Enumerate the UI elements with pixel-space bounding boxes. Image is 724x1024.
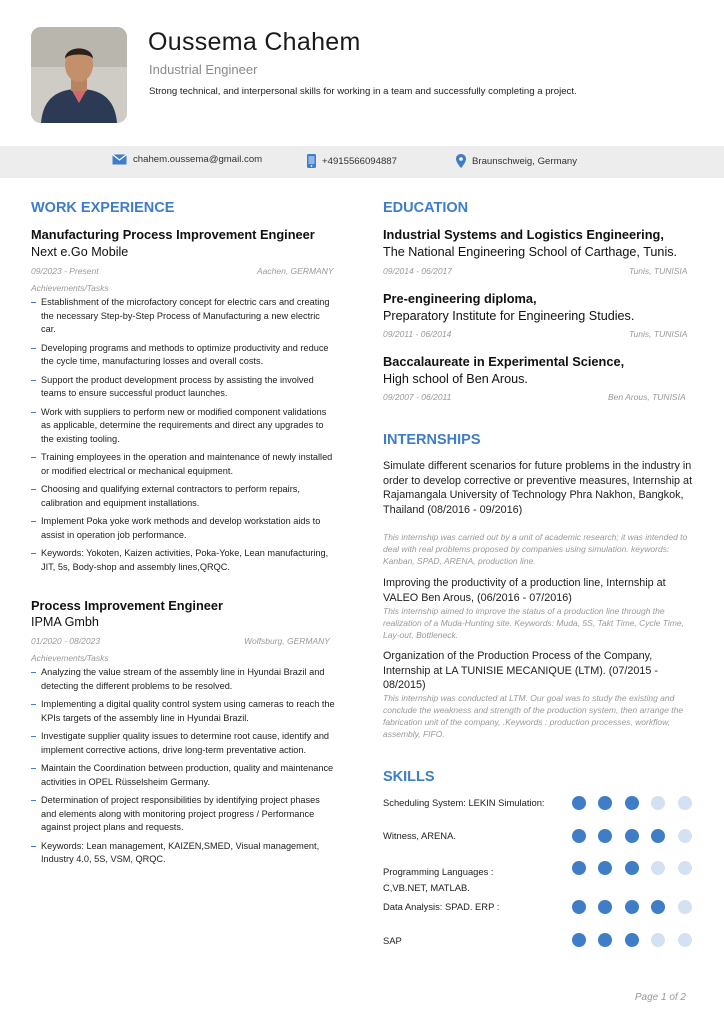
job-company: IPMA Gmbh [31, 615, 99, 629]
skill-dot-empty [678, 933, 692, 947]
skill-dot-filled [598, 900, 612, 914]
email-text: chahem.oussema@gmail.com [133, 154, 263, 165]
skill-dot-empty [678, 796, 692, 810]
education-location: Tunis, TUNISIA [629, 329, 688, 339]
list-item: Analyzing the value stream of the assembly line in Hyundai Brazil and detecting the different problems to be resolved. [31, 666, 336, 693]
skill-dot-filled [572, 861, 586, 875]
skill-name: Witness, ARENA. [383, 830, 456, 841]
list-item: Support the product development process by assisting the involved teams to ensure successful product launches. [31, 374, 336, 401]
contact-location [456, 154, 577, 168]
job-title-headline: Industrial Engineer [149, 62, 258, 77]
education-dates: 09/2007 - 06/2011 [383, 392, 452, 402]
education-school: High school of Ben Arous. [383, 372, 528, 386]
phone-text: +4915566094887 [322, 155, 397, 167]
list-item: Investigate supplier quality issues to determine root cause, identify and implement corrective actions, drive long-term preventative action. [31, 730, 336, 757]
job-company: Next e.Go Mobile [31, 245, 129, 259]
profile-photo [31, 27, 127, 123]
candidate-name: Oussema Chahem [148, 28, 361, 56]
skill-dot-filled [572, 796, 586, 810]
envelope-icon [112, 154, 127, 165]
skill-dot-filled [625, 900, 639, 914]
skill-dot-filled [598, 933, 612, 947]
list-item: Establishment of the microfactory concept for electric cars and creating the necessary Step-by-Step Process of Manufacturing a new electric car. [31, 296, 336, 337]
skill-dot-filled [625, 861, 639, 875]
contact-phone[interactable] [307, 154, 397, 168]
job-task-list [31, 296, 336, 579]
internships-heading: INTERNSHIPS [383, 432, 481, 448]
education-heading: EDUCATION [383, 200, 469, 216]
internship-description: This internship was carried out by a unit of academic research; it was intended to deal with real problems proposed by companies using simulation. keywords: Kanban, SPAD, ARENA, production line. [383, 532, 688, 566]
skill-dot-empty [651, 861, 665, 875]
internship-description: This internship aimed to improve the status of a production line through the realization of a Muda-Hunting site. Keywords: Muda, 5S, Takt Time, Cycle Time, Lay-out, Bottleneck. [383, 606, 684, 640]
skill-name: SAP [383, 935, 402, 946]
internship-title: Organization of the Production Process of the Company, Internship at LA TUNISIE MECANIQUE (LTM). (07/2015 - 08/2015) [383, 650, 659, 691]
job-dates: 01/2020 - 08/2023 [31, 636, 101, 646]
phone-icon [307, 154, 316, 168]
skill-dot-empty [651, 933, 665, 947]
education-dates: 09/2014 - 06/2017 [383, 266, 453, 276]
education-school: Preparatory Institute for Engineering Studies. [383, 309, 635, 323]
skill-dot-filled [598, 829, 612, 843]
page-number: Page 1 of 2 [634, 992, 686, 1003]
skill-dot-filled [625, 796, 639, 810]
work-experience-heading: WORK EXPERIENCE [31, 200, 175, 216]
skill-dot-filled [572, 933, 586, 947]
education-dates: 09/2011 - 06/2014 [383, 329, 452, 339]
skill-name: Scheduling System: LEKIN Simulation: [383, 797, 545, 808]
list-item: Determination of project responsibilities by identifying project phases and elements along with monitoring project progress / Performance against project plans and requests. [31, 794, 336, 835]
internship-description: This internship was conducted at LTM. Our goal was to study the existing and conclude the weakness and strength of the production system, then arrange the fabrication unit of the company, .Keywords : production processes, workflow, assembly, FIFO. [383, 693, 684, 739]
education-location: Ben Arous, TUNISIA [608, 392, 686, 402]
contact-email[interactable] [112, 154, 262, 165]
skill-dot-filled [625, 829, 639, 843]
job-location: Aachen, GERMANY [257, 266, 334, 276]
list-item: Maintain the Coordination between production, quality and maintenance activities in OPEL Rüsselsheim Germany. [31, 762, 336, 789]
education-degree: Baccalaureate in Experimental Science, [383, 354, 625, 369]
job-title: Manufacturing Process Improvement Engineer [31, 227, 315, 242]
skill-dot-filled [651, 900, 665, 914]
job-title: Process Improvement Engineer [31, 598, 224, 613]
list-item: Keywords: Lean management, KAIZEN,SMED, Visual management, Industry 4.0, 5S, VSM, QRQC. [31, 840, 336, 867]
skill-dot-filled [572, 829, 586, 843]
list-item: Keywords: Yokoten, Kaizen activities, Poka-Yoke, Lean manufacturing, JIT, 5s, Body-shop and assembly lines,QRQC. [31, 547, 336, 574]
tasks-label: Achievements/Tasks [31, 653, 109, 663]
skill-dot-filled [625, 933, 639, 947]
internship-title: Simulate different scenarios for future problems in the industry in order to develop corrective or preventive measures, Internship at Rajamangala University of Technology Phra Nakhon, Bangkok, Thailand (08/2016 - 09/2016) [383, 460, 693, 516]
job-task-list [31, 666, 336, 872]
profile-summary: Strong technical, and interpersonal skills for working in a team and successfully completing a project. [149, 86, 577, 97]
skill-name: Programming Languages : C,VB.NET, MATLAB. [383, 866, 494, 893]
skill-dot-empty [678, 861, 692, 875]
list-item: Implement Poka yoke work methods and develop workstation aids to assist in operation job performance. [31, 515, 336, 542]
education-degree: Industrial Systems and Logistics Engineering, [383, 227, 664, 242]
skill-dot-filled [651, 829, 665, 843]
list-item: Choosing and qualifying external contractors to perform repairs, calibration and equipment installations. [31, 483, 336, 510]
education-location: Tunis, TUNISIA [629, 266, 688, 276]
job-location: Wolfsburg, GERMANY [244, 636, 330, 646]
job-dates: 09/2023 - Present [31, 266, 99, 276]
education-degree: Pre-engineering diploma, [383, 291, 537, 306]
skill-dot-filled [598, 861, 612, 875]
list-item: Training employees in the operation and maintenance of newly installed or modified electrical or mechanical equipment. [31, 451, 336, 478]
skill-dot-filled [572, 900, 586, 914]
skill-dot-empty [678, 900, 692, 914]
education-school: The National Engineering School of Carthage, Tunis. [383, 245, 678, 259]
location-text: Braunschweig, Germany [472, 155, 578, 167]
tasks-label: Achievements/Tasks [31, 283, 109, 293]
skill-dot-empty [678, 829, 692, 843]
person-portrait-icon [31, 27, 127, 123]
map-pin-icon [456, 154, 466, 168]
list-item: Developing programs and methods to optimize productivity and reduce the cycle time, manufacturing losses and overall costs. [31, 342, 336, 369]
list-item: Work with suppliers to perform new or modified component validations as applicable, determine the requirements and direct any upgrades to the existing tooling. [31, 406, 336, 447]
skill-name: Data Analysis: SPAD. ERP : [383, 901, 500, 912]
skills-heading: SKILLS [383, 769, 435, 785]
skill-dot-filled [598, 796, 612, 810]
list-item: Implementing a digital quality control system using cameras to reach the KPIs targets of the assembly line in Hyundai Brazil. [31, 698, 336, 725]
skill-dot-empty [651, 796, 665, 810]
internship-title: Improving the productivity of a production line, Internship at VALEO Ben Arous, (06/2016 - 07/2016) [383, 577, 666, 604]
